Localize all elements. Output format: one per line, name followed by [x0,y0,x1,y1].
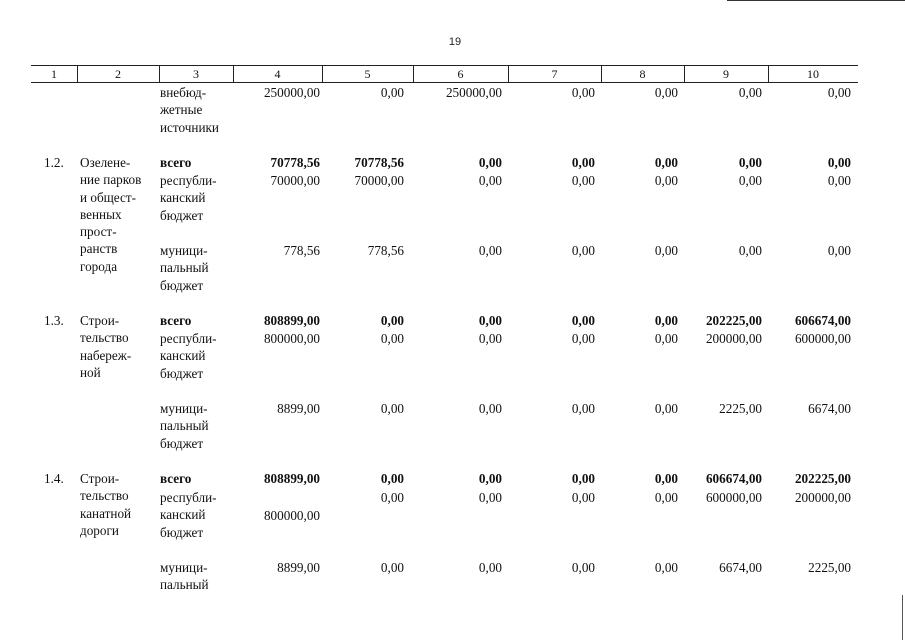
header-column-8: 8 [639,67,646,81]
value-cell: 0,00 [654,471,678,486]
header-column-7: 7 [551,67,558,81]
header-column-4: 4 [274,67,281,81]
value-cell: 800000,00 [263,331,320,346]
value-cell: 0,00 [738,243,762,258]
value-cell: 0,00 [478,313,502,328]
value-cell: 6674,00 [808,401,851,416]
value-cell: 0,00 [571,243,595,258]
value-cell: 0,00 [380,331,404,346]
funding-source: внебюд- жетные источники [160,85,219,135]
value-cell: 0,00 [571,155,595,170]
page-number: 19 [448,36,462,48]
funding-source: муници- пальный [160,560,209,593]
value-cell: 8899,00 [277,401,320,416]
value-cell: 606674,00 [705,471,762,486]
value-cell: 0,00 [654,173,678,188]
value-cell: 0,00 [380,401,404,416]
value-cell: 0,00 [478,560,502,575]
value-cell: 250000,00 [263,85,320,100]
value-cell: 0,00 [827,85,851,100]
value-cell: 0,00 [380,85,404,100]
value-cell: 800000,00 [263,508,320,523]
value-cell: 0,00 [571,313,595,328]
funding-source: республи- канский бюджет [160,173,217,223]
value-cell: 8899,00 [277,560,320,575]
value-cell: 0,00 [654,331,678,346]
value-cell: 0,00 [738,155,762,170]
value-cell: 70778,56 [354,155,404,170]
row-number: 1.2. [44,155,64,170]
value-cell: 0,00 [654,155,678,170]
table-header-row [31,65,858,83]
value-cell: 600000,00 [794,331,851,346]
value-cell: 0,00 [654,401,678,416]
top-edge-rule [727,0,905,1]
value-cell: 70778,56 [270,155,320,170]
value-cell: 0,00 [478,173,502,188]
funding-source: муници- пальный бюджет [160,401,209,451]
value-cell: 0,00 [654,560,678,575]
value-cell: 6674,00 [719,560,762,575]
value-cell: 0,00 [738,173,762,188]
header-column-1: 1 [51,67,57,81]
value-cell: 0,00 [380,560,404,575]
value-cell: 0,00 [654,243,678,258]
value-cell: 0,00 [827,155,851,170]
header-column-10: 10 [807,67,819,81]
value-cell: 0,00 [478,331,502,346]
value-cell: 0,00 [571,490,595,505]
header-column-5: 5 [364,67,371,81]
row-number: 1.3. [44,313,64,328]
margin-rule [902,595,903,640]
header-column-6: 6 [457,67,464,81]
value-cell: 0,00 [380,471,404,486]
row-number: 1.4. [44,471,64,486]
funding-source: муници- пальный бюджет [160,243,209,293]
row-name: Озелене- ние парков и общест- венных прост- ранств города [80,155,142,274]
value-cell: 0,00 [827,243,851,258]
value-cell: 0,00 [654,490,678,505]
header-column-9: 9 [723,67,729,81]
value-cell: 70000,00 [270,173,320,188]
value-cell: 200000,00 [705,331,762,346]
row-name: Строи- тельство набереж- ной [80,313,132,380]
header-column-3: 3 [193,67,199,81]
value-cell: 0,00 [571,401,595,416]
value-cell: 0,00 [571,85,595,100]
value-cell: 778,56 [367,243,404,258]
value-cell: 0,00 [380,490,404,505]
funding-source: республи- канский бюджет [160,490,217,540]
value-cell: 0,00 [571,173,595,188]
value-cell: 2225,00 [719,401,762,416]
value-cell: 2225,00 [808,560,851,575]
value-cell: 202225,00 [705,313,762,328]
value-cell: 808899,00 [263,313,320,328]
value-cell: 0,00 [478,155,502,170]
value-cell: 778,56 [283,243,320,258]
funding-source: всего [160,155,192,170]
value-cell: 70000,00 [354,173,404,188]
funding-source: всего [160,471,192,486]
funding-source: республи- канский бюджет [160,331,217,381]
value-cell: 0,00 [654,313,678,328]
value-cell: 0,00 [478,490,502,505]
value-cell: 0,00 [738,85,762,100]
value-cell: 250000,00 [445,85,502,100]
value-cell: 808899,00 [263,471,320,486]
funding-source: всего [160,313,192,328]
value-cell: 0,00 [654,85,678,100]
value-cell: 0,00 [571,471,595,486]
header-column-2: 2 [115,67,121,81]
value-cell: 0,00 [571,560,595,575]
value-cell: 0,00 [380,313,404,328]
value-cell: 0,00 [571,331,595,346]
value-cell: 606674,00 [794,313,851,328]
value-cell: 0,00 [478,243,502,258]
value-cell: 0,00 [478,471,502,486]
value-cell: 202225,00 [794,471,851,486]
value-cell: 200000,00 [794,490,851,505]
row-name: Строи- тельство канатной дороги [80,471,132,538]
value-cell: 600000,00 [705,490,762,505]
value-cell: 0,00 [478,401,502,416]
value-cell: 0,00 [827,173,851,188]
